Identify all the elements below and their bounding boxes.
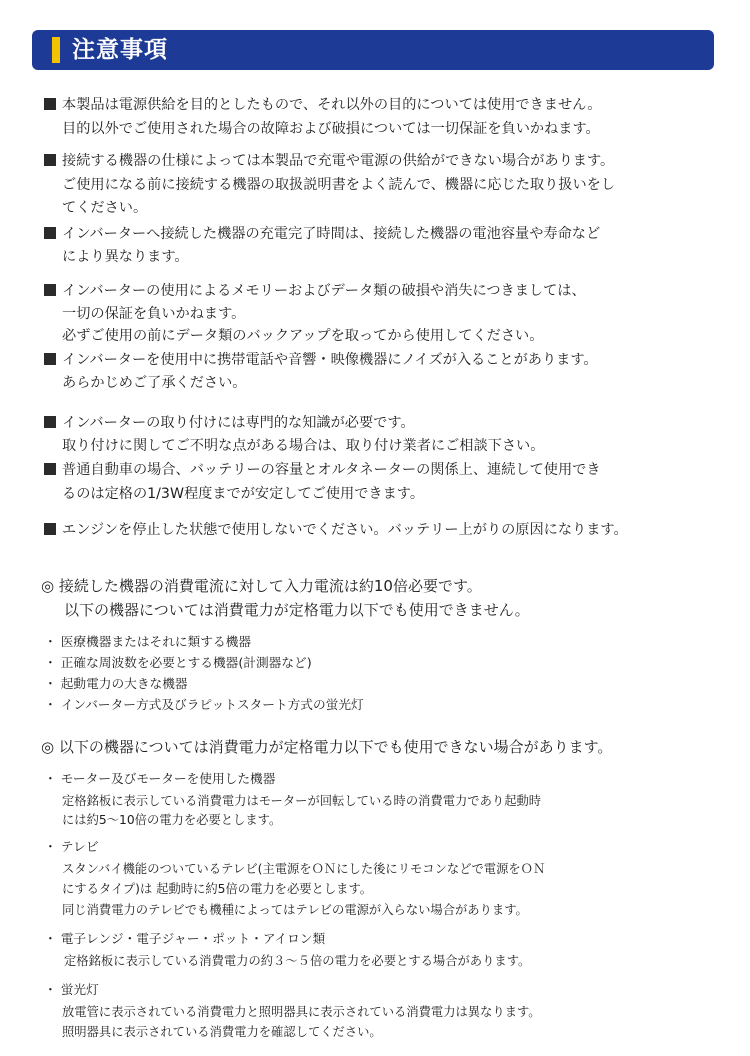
note-text: るのは定格の1/3W程度までが安定してご使用できます。 <box>62 486 425 502</box>
device-name: ・ 電子レンジ・電子ジャー・ポット・アイロン類 <box>44 929 325 949</box>
section-title: 以下の機器については消費電力が定格電力以下でも使用できない場合があります。 <box>58 738 613 756</box>
dot-bullet-icon: ・ <box>44 676 57 691</box>
device-detail: スタンバイ機能のついているテレビ(主電源をＯＮにした後にリモコンなどで電源をＯＮ <box>62 862 546 876</box>
section-text: 接続した機器の消費電流に対して入力電流は約10倍必要です。 <box>58 577 482 595</box>
note-text: 接続する機器の仕様によっては本製品で充電や電源の供給ができない場合があります。 <box>62 153 615 169</box>
square-bullet-icon <box>44 523 56 535</box>
square-bullet-icon <box>44 353 56 365</box>
device-detail: 定格銘板に表示している消費電力はモーターが回転している時の消費電力であり起動時 <box>62 794 542 808</box>
list-item: ・ 正確な周波数を必要とする機器(計測器など) <box>44 653 312 673</box>
square-bullet-icon <box>44 154 56 166</box>
device-detail: 定格銘板に表示している消費電力の約３～５倍の電力を必要とする場合があります。 <box>64 954 531 968</box>
device-detail: 照明器具に表示されている消費電力を確認してください。 <box>62 1025 382 1039</box>
note-text: インバーターの取り付けには専門的な知識が必要です。 <box>62 415 415 431</box>
note-text: 一切の保証を負いかねます。 <box>62 306 246 322</box>
note-text: により異なります。 <box>62 249 189 265</box>
dot-bullet-icon: ・ <box>44 839 57 854</box>
note-text: 目的以外でご使用された場合の故障および破損については一切保証を負いかねます。 <box>62 121 600 137</box>
list-item: ・ 医療機器またはそれに類する機器 <box>44 632 251 652</box>
note-text: ご使用になる前に接続する機器の取扱説明書をよく読んで、機器に応じた取り扱いをし <box>62 177 616 193</box>
double-circle-icon: ◎ <box>41 577 55 595</box>
square-bullet-icon <box>44 98 56 110</box>
device-name: ・ テレビ <box>44 837 99 857</box>
device-name: ・ モーター及びモーターを使用した機器 <box>44 769 275 789</box>
list-item: ・ 起動電力の大きな機器 <box>44 674 188 694</box>
section-text: 以下の機器については消費電力が定格電力以下でも使用できません。 <box>64 601 530 619</box>
note-text: インバーターを使用中に携帯電話や音響・映像機器にノイズが入ることがあります。 <box>62 352 598 368</box>
note-text: てください。 <box>62 200 148 216</box>
device-detail: 同じ消費電力のテレビでも機種によってはテレビの電源が入らない場合があります。 <box>62 903 528 917</box>
note-text: エンジンを停止した状態で使用しないでください。バッテリー上がりの原因になります。 <box>62 522 628 538</box>
device-detail: には約5～10倍の電力を必要とします。 <box>62 813 282 827</box>
square-bullet-icon <box>44 227 56 239</box>
header-accent-bar <box>52 37 60 63</box>
dot-bullet-icon: ・ <box>44 655 57 670</box>
note-text: インバーターの使用によるメモリーおよびデータ類の破損や消失につきましては、 <box>62 283 586 299</box>
dot-bullet-icon: ・ <box>44 697 57 712</box>
note-text: 普通自動車の場合、バッテリーの容量とオルタネーターの関係上、連続して使用でき <box>62 462 601 478</box>
square-bullet-icon <box>44 284 56 296</box>
device-detail: にするタイプ)は 起動時に約5倍の電力を必要とします。 <box>62 882 373 896</box>
dot-bullet-icon: ・ <box>44 931 57 946</box>
device-name: ・ 蛍光灯 <box>44 980 99 1000</box>
device-detail: 放電管に表示されている消費電力と照明器具に表示されている消費電力は異なります。 <box>62 1005 541 1019</box>
dot-bullet-icon: ・ <box>44 982 57 997</box>
note-text: 取り付けに関してご不明な点がある場合は、取り付け業者にご相談下さい。 <box>62 438 545 454</box>
list-item: ・ インバーター方式及びラピットスタート方式の蛍光灯 <box>44 695 364 715</box>
section-header <box>32 30 714 70</box>
note-text: インバーターへ接続した機器の充電完了時間は、接続した機器の電池容量や寿命など <box>62 226 601 242</box>
page-title: 注意事項 <box>72 37 168 63</box>
dot-bullet-icon: ・ <box>44 634 57 649</box>
note-text: 必ずご使用の前にデータ類のバックアップを取ってから使用してください。 <box>62 328 544 344</box>
note-text: あらかじめご了承ください。 <box>62 375 247 391</box>
double-circle-icon: ◎ <box>41 738 55 756</box>
note-text: 本製品は電源供給を目的としたもので、それ以外の目的については使用できません。 <box>62 97 602 113</box>
square-bullet-icon <box>44 463 56 475</box>
square-bullet-icon <box>44 416 56 428</box>
dot-bullet-icon: ・ <box>44 771 57 786</box>
